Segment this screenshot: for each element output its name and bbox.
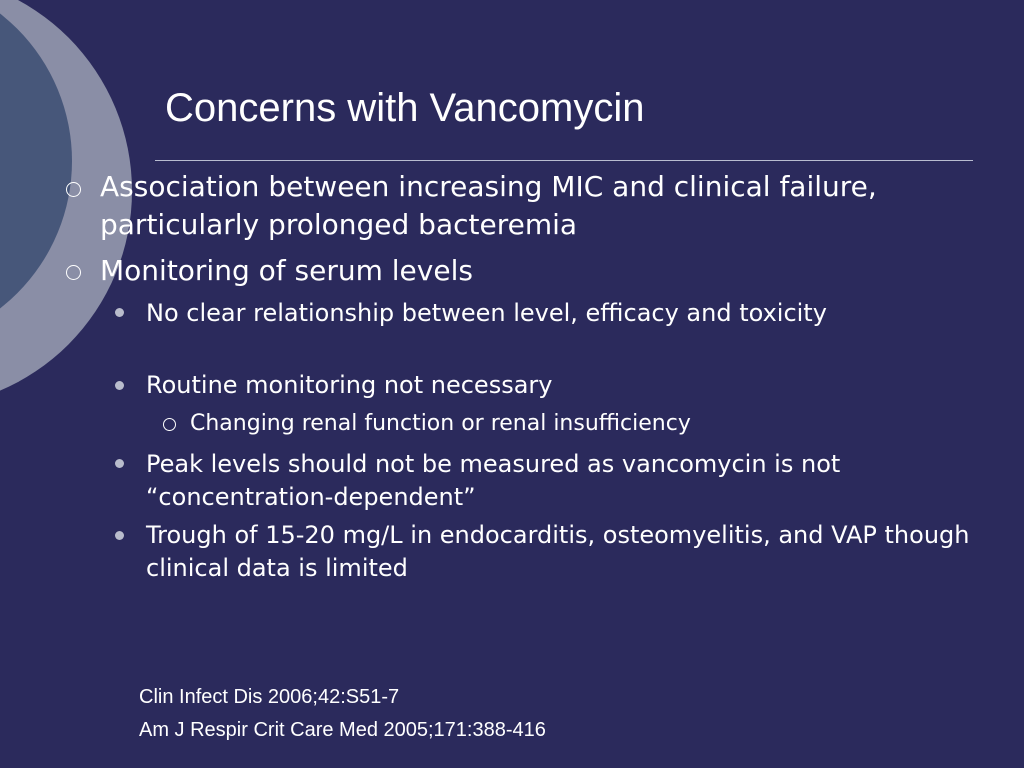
slide-title: Concerns with Vancomycin	[165, 86, 645, 130]
reference-citation: Clin Infect Dis 2006;42:S51-7	[139, 686, 400, 708]
sub-bullet-trough: Trough of 15-20 mg/L in endocarditis, osteomyelitis, and VAP though clinical data is limited	[146, 521, 970, 582]
dot-bullet-icon	[115, 381, 124, 390]
hollow-circle-bullet-icon	[66, 182, 81, 197]
sub-bullet-peak-levels: Peak levels should not be measured as vancomycin is not “concentration-dependent”	[146, 450, 841, 511]
bullet-monitoring: Monitoring of serum levels	[100, 254, 473, 287]
dot-bullet-icon	[115, 531, 124, 540]
bullet-mic-failure: Association between increasing MIC and clinical failure, particularly prolonged bacteremia	[100, 170, 877, 241]
dot-bullet-icon	[115, 459, 124, 468]
sub-bullet-routine-monitoring: Routine monitoring not necessary	[146, 371, 553, 399]
sub-sub-bullet-renal: Changing renal function or renal insufficiency	[190, 411, 691, 436]
reference-citation: Am J Respir Crit Care Med 2005;171:388-416	[139, 719, 546, 741]
references	[139, 681, 546, 747]
hollow-circle-bullet-icon	[66, 265, 81, 280]
sub-bullet-relationship: No clear relationship between level, efficacy and toxicity	[146, 299, 827, 327]
dot-bullet-icon	[115, 308, 124, 317]
hollow-circle-bullet-icon	[163, 418, 176, 431]
